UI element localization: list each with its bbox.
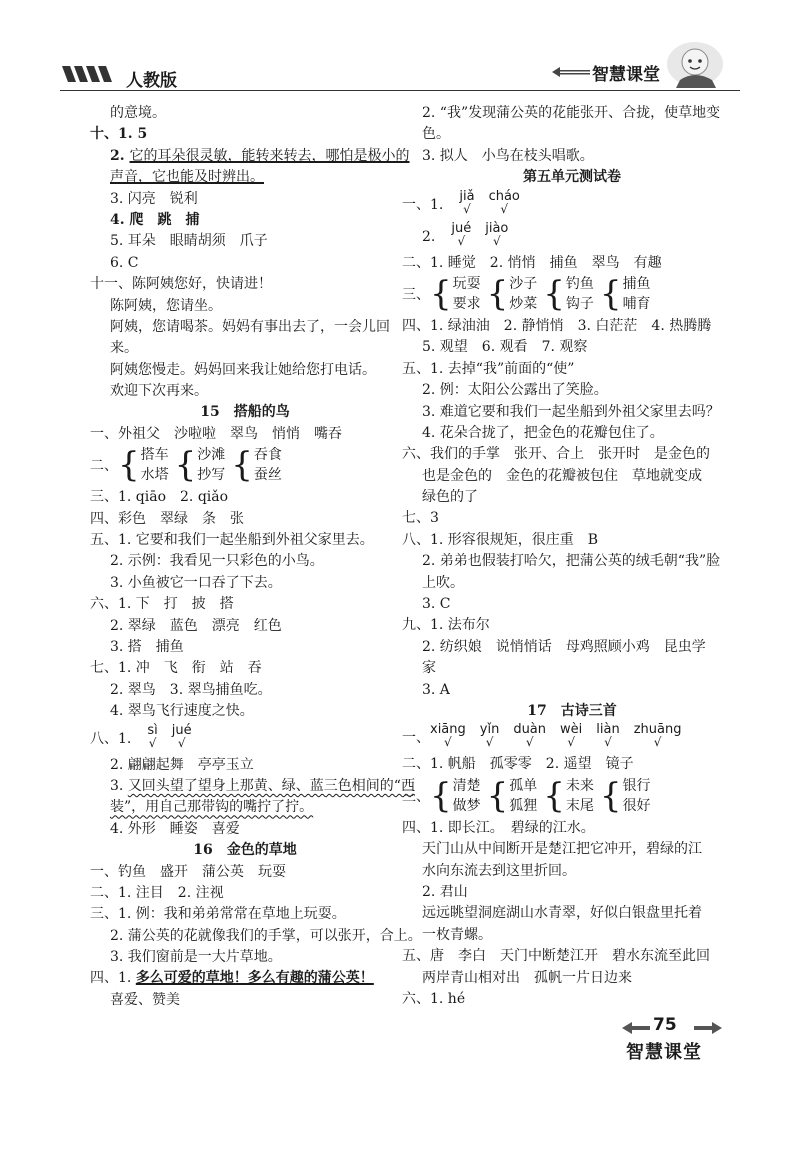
answer-line: 六、1. hé (402, 990, 466, 1007)
answer-line: 四、1. 多么可爱的草地！多么有趣的蒲公英！ (90, 970, 374, 987)
word-bracket: { 清楚 做梦 (430, 775, 481, 816)
check-mark: √ (500, 201, 509, 216)
answer-line: 5. 耳朵 眼睛胡须 爪子 (110, 233, 268, 250)
answer-line: 二、1. 帆船 孤零零 2. 遥望 镜子 (402, 756, 634, 773)
word-bracket: { 沙滩 抄写 (174, 445, 226, 486)
pinyin-line: 一、1. jiǎ √ cháo √ (402, 188, 520, 216)
answer-line: 五、1. 它要和我们一起坐船到外祖父家里去。 (90, 532, 374, 549)
answer-line: 5. 观望 6. 观看 7. 观察 (422, 339, 588, 356)
answer-line: 欢迎下次再来。 (110, 383, 208, 400)
answer-line: 七、1. 冲 飞 衔 站 吞 (90, 660, 262, 677)
page-number: 75 (653, 1015, 677, 1035)
check-mark: √ (525, 735, 534, 750)
answer-line: 五、唐 李白 天门中断楚江开 碧水东流至此回 (402, 948, 710, 965)
answer-line: 4. 外形 睡姿 喜爱 (110, 820, 240, 837)
answer-line: 来。 (110, 340, 138, 357)
section-title: 17 古诗三首 (527, 702, 617, 719)
bracket-line: 二、{ 搭车 水塔 { 沙滩 抄写 { 吞食 蚕丝 (90, 445, 282, 486)
underlined-answer: 它的耳朵很灵敏，能转来转去，哪怕是极小的 (129, 147, 410, 164)
answer-line: 四、1. 绿油油 2. 静悄悄 3. 白茫茫 4. 热腾腾 (402, 317, 712, 334)
answer-line: 3. 又回头望了望身上那黄、绿、蓝三色相间的“西 (110, 777, 415, 794)
answer-line: 上吹。 (422, 574, 464, 591)
pinyin-item: sì √ (147, 722, 158, 750)
mascot-icon (660, 40, 730, 90)
answer-line: 2. 翠绿 蓝色 漂亮 红色 (110, 617, 282, 634)
word-bracket: { 搭车 水塔 (118, 445, 169, 486)
check-mark: √ (177, 735, 186, 750)
check-mark: √ (567, 735, 575, 750)
pinyin-item: zhuāng √ (633, 722, 682, 750)
word-bracket: { 玩耍 要求 (430, 273, 481, 314)
word-bracket: { 捕鱼 哺育 (599, 273, 651, 314)
check-mark: √ (457, 233, 466, 248)
answer-line: 五、1. 去掉“我”前面的“使” (402, 360, 575, 377)
answer-line: 2. 翠鸟 3. 翠鸟捕鱼吃。 (110, 681, 272, 698)
wavy-underlined-answer: 装”，用自己那带钩的嘴拧了拧。 (110, 799, 314, 816)
pinyin-item: wèi √ (560, 722, 583, 750)
answer-line: 二、1. 注目 2. 注视 (90, 884, 224, 901)
word-bracket: { 银行 很好 (599, 775, 651, 816)
bracket-line: 三、{ 清楚 做梦 { 孤单 狐狸 { 未来 末尾 { 银行 很好 (402, 775, 651, 816)
answer-line: 远远眺望洞庭湖山水青翠，好似白银盘里托着 (422, 905, 702, 922)
right-column (402, 103, 742, 1010)
answer-line: 一、外祖父 沙啦啦 翠鸟 悄悄 嘴吞 (90, 425, 342, 442)
check-mark: √ (485, 735, 494, 750)
answer-line: 2. 蒲公英的花就像我们的手掌，可以张开，合上。 (110, 927, 422, 944)
pinyin-item: duàn √ (513, 722, 547, 750)
answer-line: 3. 小鱼被它一口吞了下去。 (110, 574, 282, 591)
answer-line: 3. C (422, 596, 451, 613)
answer-line: 2. 例：太阳公公露出了笑脸。 (422, 382, 608, 399)
pinyin-line: 八、1. sì √ jué √ (90, 722, 192, 750)
answer-line: 一、钓鱼 盛开 蒲公英 玩耍 (90, 863, 286, 880)
answer-line: 2. 君山 (422, 883, 468, 900)
answer-line (90, 167, 400, 188)
check-mark: √ (148, 735, 157, 750)
check-mark: √ (463, 201, 471, 216)
word-bracket: { 未来 末尾 (543, 775, 594, 816)
answer-line: 七、3 (402, 510, 439, 527)
answer-line: 2. 示例：我看见一只彩色的小鸟。 (110, 553, 324, 570)
check-mark: √ (492, 233, 501, 248)
answer-line: 的意境。 (110, 105, 166, 121)
pinyin-item: liàn √ (596, 722, 620, 750)
answer-line: 三、1. qiāo 2. qiǎo (90, 489, 229, 506)
answer-line: 3. 搭 捕鱼 (110, 638, 184, 655)
answer-line: 2. 纺织娘 说悄悄话 母鸡照顾小鸡 昆虫学 (422, 638, 706, 655)
answer-line: 十一、陈阿姨您好，快请进！ (90, 276, 272, 293)
pinyin-line: 一、 xiāng √ yǐn √ duàn √ wèi √ liàn √ zhuāng √ (402, 722, 682, 750)
answer-line: 四、彩色 翠绿 条 张 (90, 510, 244, 527)
answer-line: 3. 拟人 小鸟在枝头唱歌。 (422, 147, 594, 164)
header-stripes-decoration (62, 66, 116, 82)
answer-line: 六、我们的手掌 张开、合上 张开时 是金色的 (402, 446, 710, 463)
answer-line: 2. “我”发现蒲公英的花能张开、合拢，使草地变 (422, 105, 721, 121)
bracket-line: 三、{ 玩耍 要求 { 沙子 炒菜 { 钓鱼 钩子 { 捕鱼 哺育 (402, 273, 651, 314)
word-bracket: { 沙子 炒菜 (486, 273, 538, 314)
answer-line: 三、1. 例：我和弟弟常常在草地上玩耍。 (90, 906, 346, 923)
pinyin-item: jué √ (451, 220, 472, 248)
answer-line: 3. 难道它要和我们一起坐船到外祖父家里去吗？ (422, 403, 720, 420)
answer-line: 水向东流去到这里折回。 (422, 862, 576, 879)
pinyin-item: xiāng √ (430, 722, 466, 750)
answer-line: 2. 弟弟也假装打哈欠，把蒲公英的绒毛朝“我”脸 (422, 553, 721, 570)
pinyin-item: jiǎ √ (459, 188, 475, 216)
footer-brand: 智慧课堂 (626, 1042, 702, 1063)
answer-line: 4. 花朵合拢了，把金色的花瓣包住了。 (422, 424, 664, 441)
answer-line: 3. A (422, 681, 450, 698)
header-brand: 智慧课堂 (592, 65, 660, 85)
answer-line: 八、1. 形容很规矩，很庄重 B (402, 531, 599, 548)
answer-line: 一枚青螺。 (422, 926, 492, 943)
answer-line: 阿姨，您请喝茶。妈妈有事出去了，一会儿回 (110, 318, 390, 335)
pinyin-item: yǐn √ (479, 722, 500, 750)
answer-line: 六、1. 下 打 披 搭 (90, 596, 234, 613)
underlined-answer: 多么可爱的草地！多么有趣的蒲公英！ (135, 970, 374, 987)
word-bracket: { 吞食 蚕丝 (231, 445, 282, 486)
section-title: 15 搭船的鸟 (200, 404, 290, 421)
answer-line: 四、1. 即长江。 碧绿的江水。 (402, 819, 595, 836)
header-arrows-decoration (552, 66, 590, 78)
answer-line: 6. C (110, 254, 139, 271)
underlined-answer: 声音，它也能及时辨出。 (110, 169, 264, 186)
answer-line: 绿色的了 (422, 489, 478, 506)
answer-line: 色。 (422, 126, 450, 143)
answer-line: 4. 爬 跳 捕 (110, 211, 200, 228)
answer-line: 九、1. 法布尔 (402, 617, 490, 634)
section-title: 16 金色的草地 (193, 842, 297, 859)
answer-line: 十、1. 5 (90, 126, 148, 143)
pinyin-item: cháo √ (488, 188, 520, 216)
pinyin-item: jiào √ (485, 220, 509, 248)
word-bracket: { 钓鱼 钩子 (543, 273, 594, 314)
word-bracket: { 孤单 狐狸 (486, 775, 538, 816)
answer-line: 两岸青山相对出 孤帆一片日边来 (422, 969, 632, 986)
check-mark: √ (444, 735, 452, 750)
pinyin-line: 2. jué √ jiào √ (422, 220, 509, 248)
check-mark: √ (604, 735, 612, 750)
pinyin-item: jué √ (171, 722, 192, 750)
answer-line: 4. 翠鸟飞行速度之快。 (110, 703, 254, 720)
answer-line: 喜爱、赞美 (110, 991, 180, 1008)
header-rule (60, 90, 740, 91)
wavy-underlined-answer: 又回头望了望身上那黄、绿、蓝三色相间的“西 (127, 777, 415, 794)
answer-line: 3. 闪亮 锐利 (110, 190, 198, 207)
answer-line: 天门山从中间断开是楚江把它冲开，碧绿的江 (422, 841, 702, 858)
section-title: 第五单元测试卷 (523, 169, 621, 186)
answer-line: 阿姨您慢走。妈妈回来我让她给您打电话。 (110, 361, 376, 378)
answer-line (90, 797, 400, 818)
edition-label: 人教版 (126, 71, 177, 91)
answer-line: 3. 我们窗前是一大片草地。 (110, 949, 282, 966)
answer-line: 也是金色的 金色的花瓣被包住 草地就变成 (422, 467, 702, 484)
check-mark: √ (653, 735, 662, 750)
answer-line: 2. 它的耳朵很灵敏，能转来转去，哪怕是极小的 (110, 147, 410, 164)
answer-line: 家 (422, 660, 436, 677)
answer-line: 二、1. 睡觉 2. 悄悄 捕鱼 翠鸟 有趣 (402, 254, 662, 271)
answer-line: 2. 翩翩起舞 亭亭玉立 (110, 756, 254, 773)
answer-line: 陈阿姨，您请坐。 (110, 297, 222, 314)
